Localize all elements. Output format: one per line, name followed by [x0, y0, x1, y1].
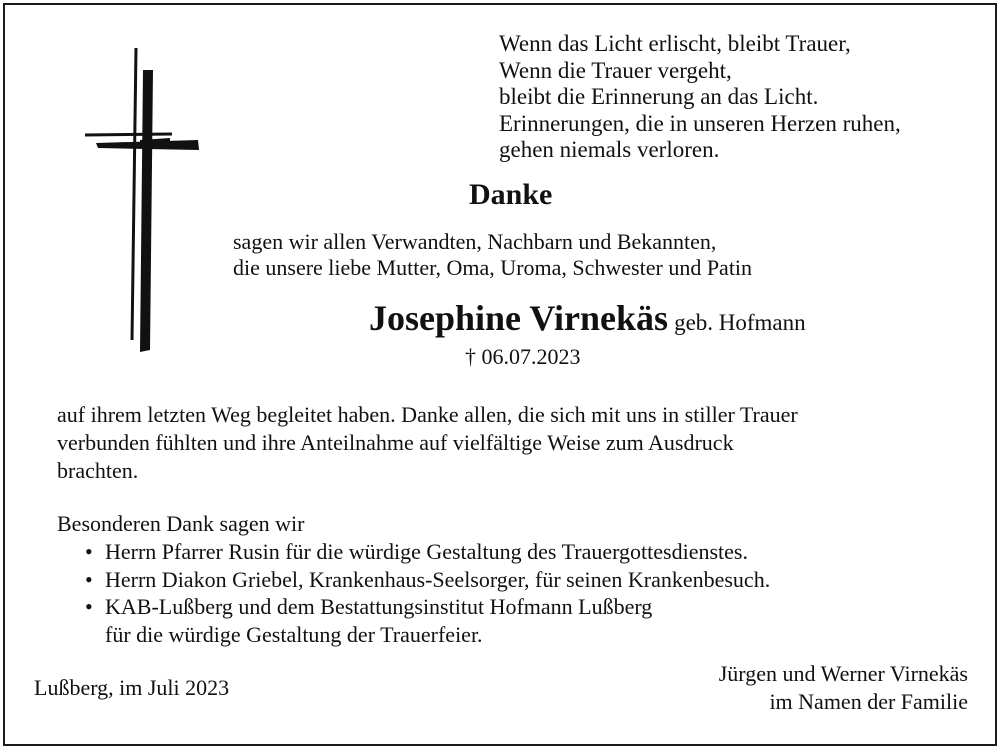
- deceased-name-line: [369, 297, 806, 339]
- signature-line: im Namen der Familie: [769, 689, 968, 714]
- body-line: brachten.: [57, 458, 139, 483]
- special-thanks-list: [85, 538, 770, 648]
- list-item-text: für die würdige Gestaltung der Trauerfeier.: [105, 621, 483, 647]
- special-thanks-intro: Besonderen Dank sagen wir: [57, 511, 305, 536]
- poem-line: Wenn die Trauer vergeht,: [499, 57, 732, 83]
- list-item: [85, 538, 770, 566]
- bullet-icon: •: [85, 539, 93, 564]
- list-item-text: KAB-Lußberg und dem Bestattungsinstitut Hofmann Lußberg: [105, 594, 653, 619]
- death-date: † 06.07.2023: [465, 344, 581, 369]
- poem: [499, 31, 901, 164]
- intro-line: sagen wir allen Verwandten, Nachbarn und Bekannten,: [233, 229, 717, 254]
- birth-name: geb. Hofmann: [674, 310, 806, 335]
- place-date: Lußberg, im Juli 2023: [34, 675, 230, 700]
- intro-line: die unsere liebe Mutter, Oma, Uroma, Schwester und Patin: [233, 255, 753, 280]
- body-text: [57, 401, 798, 485]
- list-item: [85, 593, 770, 621]
- list-item-text: Herrn Pfarrer Rusin für die würdige Gestaltung des Trauergottesdienstes.: [105, 539, 748, 564]
- body-line: auf ihrem letzten Weg begleitet haben. Danke allen, die sich mit uns in stiller Trauer: [57, 402, 798, 427]
- deceased-name: Josephine Virnekäs: [369, 298, 669, 338]
- list-item: [85, 566, 770, 594]
- heading: Danke: [469, 178, 553, 211]
- bullet-icon: •: [85, 566, 93, 592]
- intro-text: [233, 229, 752, 281]
- list-item-continuation: [85, 621, 770, 649]
- bullet-icon: •: [85, 594, 93, 619]
- body-line: verbunden fühlten und ihre Anteilnahme auf vielfältige Weise zum Ausdruck: [57, 430, 734, 455]
- signature: [719, 660, 968, 716]
- poem-line: bleibt die Erinnerung an das Licht.: [499, 84, 819, 109]
- poem-line: Erinnerungen, die in unseren Herzen ruhen,: [499, 110, 901, 136]
- cross-icon: [80, 40, 205, 360]
- list-item-text: Herrn Diakon Griebel, Krankenhaus-Seelsorger, für seinen Krankenbesuch.: [105, 566, 771, 592]
- signature-line: Jürgen und Werner Virnekäs: [718, 661, 968, 686]
- poem-line: Wenn das Licht erlischt, bleibt Trauer,: [499, 31, 851, 56]
- poem-line: gehen niemals verloren.: [499, 137, 720, 162]
